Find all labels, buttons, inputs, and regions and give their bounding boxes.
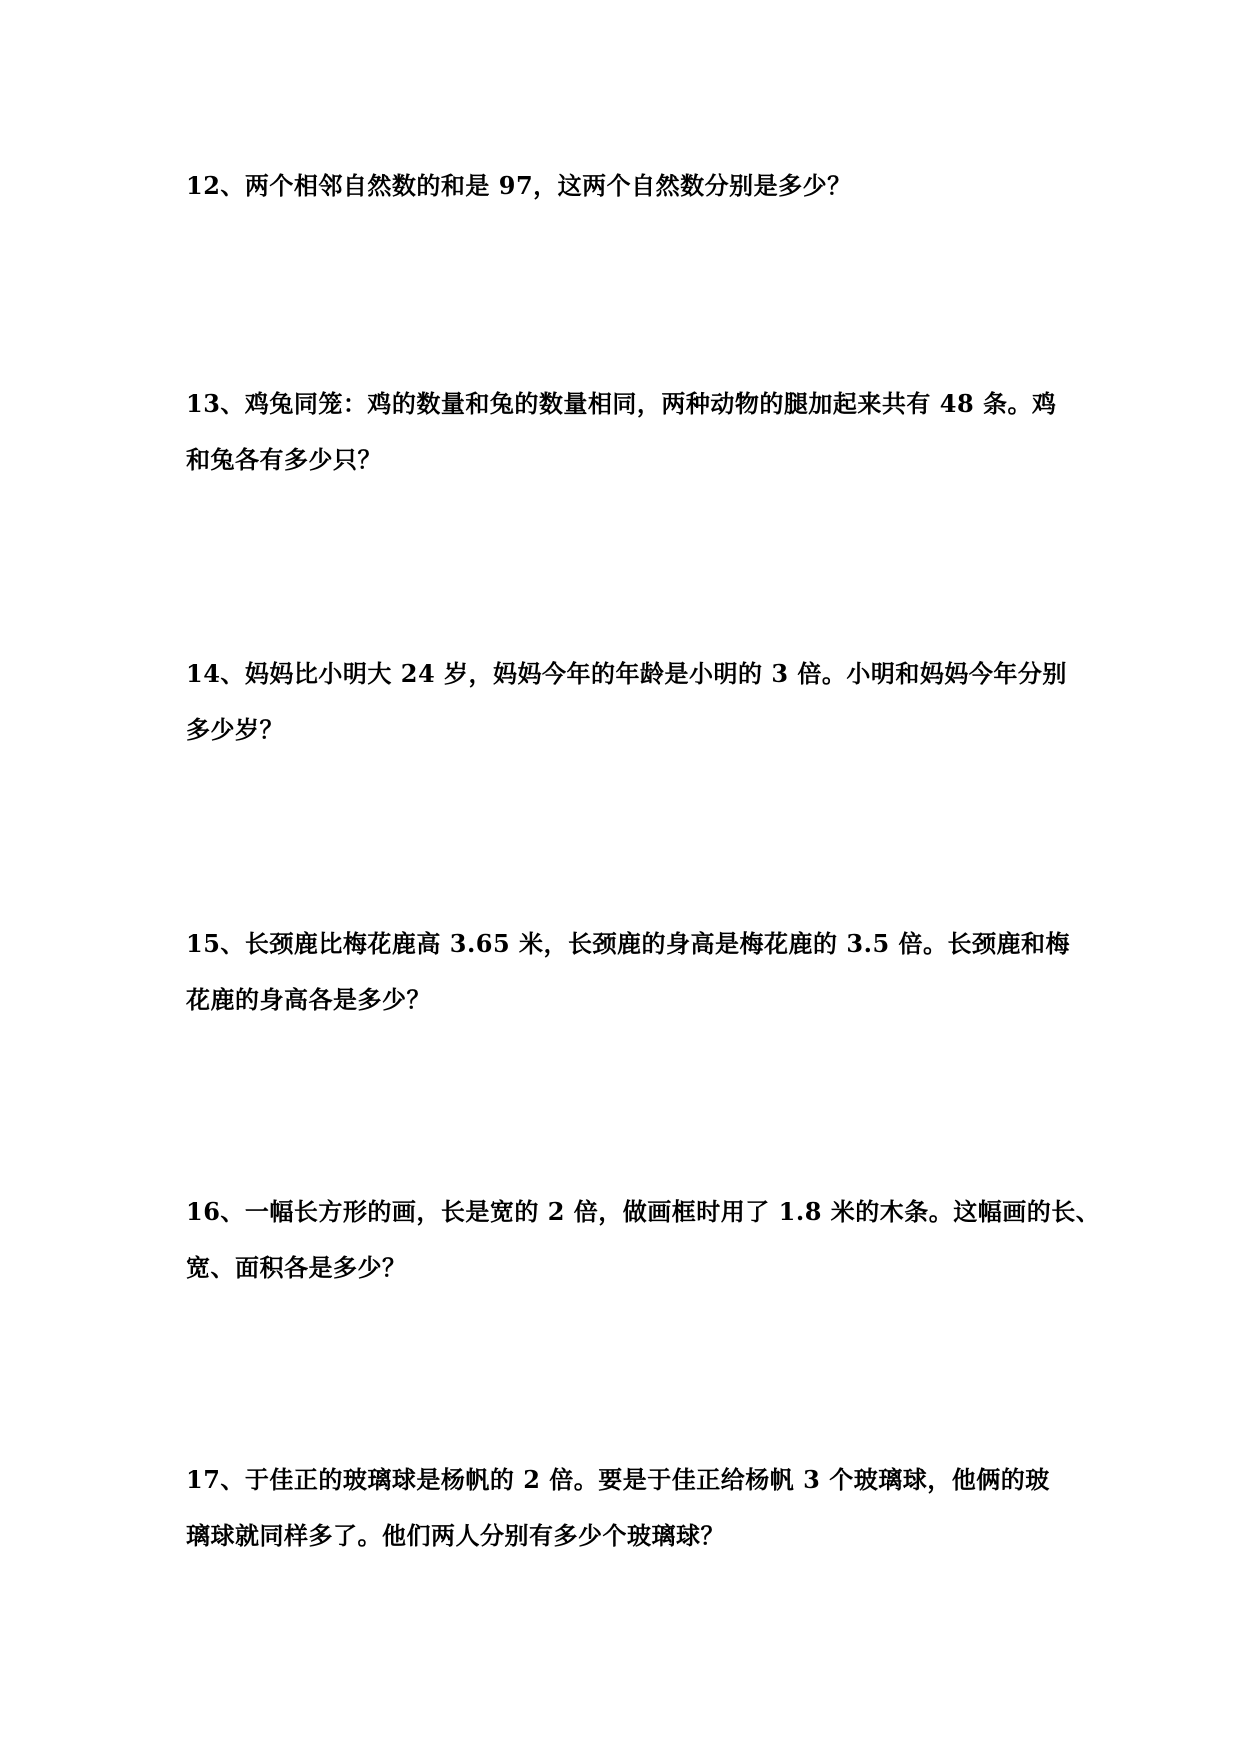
question-15-line-2: 花鹿的身高各是多少？ (186, 985, 431, 1014)
question-15-line-1: 15、长颈鹿比梅花鹿高 3.65 米，长颈鹿的身高是梅花鹿的 3.5 倍。长颈鹿和梅 (186, 929, 1071, 958)
question-16-line-2: 宽、面积各是多少？ (186, 1253, 407, 1282)
question-12 (186, 158, 1066, 214)
question-17-line-1: 17、于佳正的玻璃球是杨帆的 2 倍。要是于佳正给杨帆 3 个玻璃球，他俩的玻 (186, 1465, 1050, 1494)
question-16-line-1: 16、一幅长方形的画，长是宽的 2 倍，做画框时用了 1.8 米的木条。这幅画的长、 (186, 1197, 1101, 1226)
question-14-line-1: 14、妈妈比小明大 24 岁，妈妈今年的年龄是小明的 3 倍。小明和妈妈今年分别 (186, 659, 1067, 688)
question-14 (186, 646, 1066, 758)
question-13 (186, 376, 1066, 488)
question-14-line-2: 多少岁？ (186, 715, 284, 744)
question-17-line-2: 璃球就同样多了。他们两人分别有多少个玻璃球？ (186, 1521, 725, 1550)
question-13-line-1: 13、鸡兔同笼：鸡的数量和兔的数量相同，两种动物的腿加起来共有 48 条。鸡 (186, 389, 1057, 418)
question-15 (186, 916, 1071, 1028)
question-12-line-1: 12、两个相邻自然数的和是 97，这两个自然数分别是多少？ (186, 171, 852, 200)
question-16 (186, 1184, 1101, 1296)
question-17 (186, 1452, 1066, 1564)
question-13-line-2: 和兔各有多少只？ (186, 445, 382, 474)
